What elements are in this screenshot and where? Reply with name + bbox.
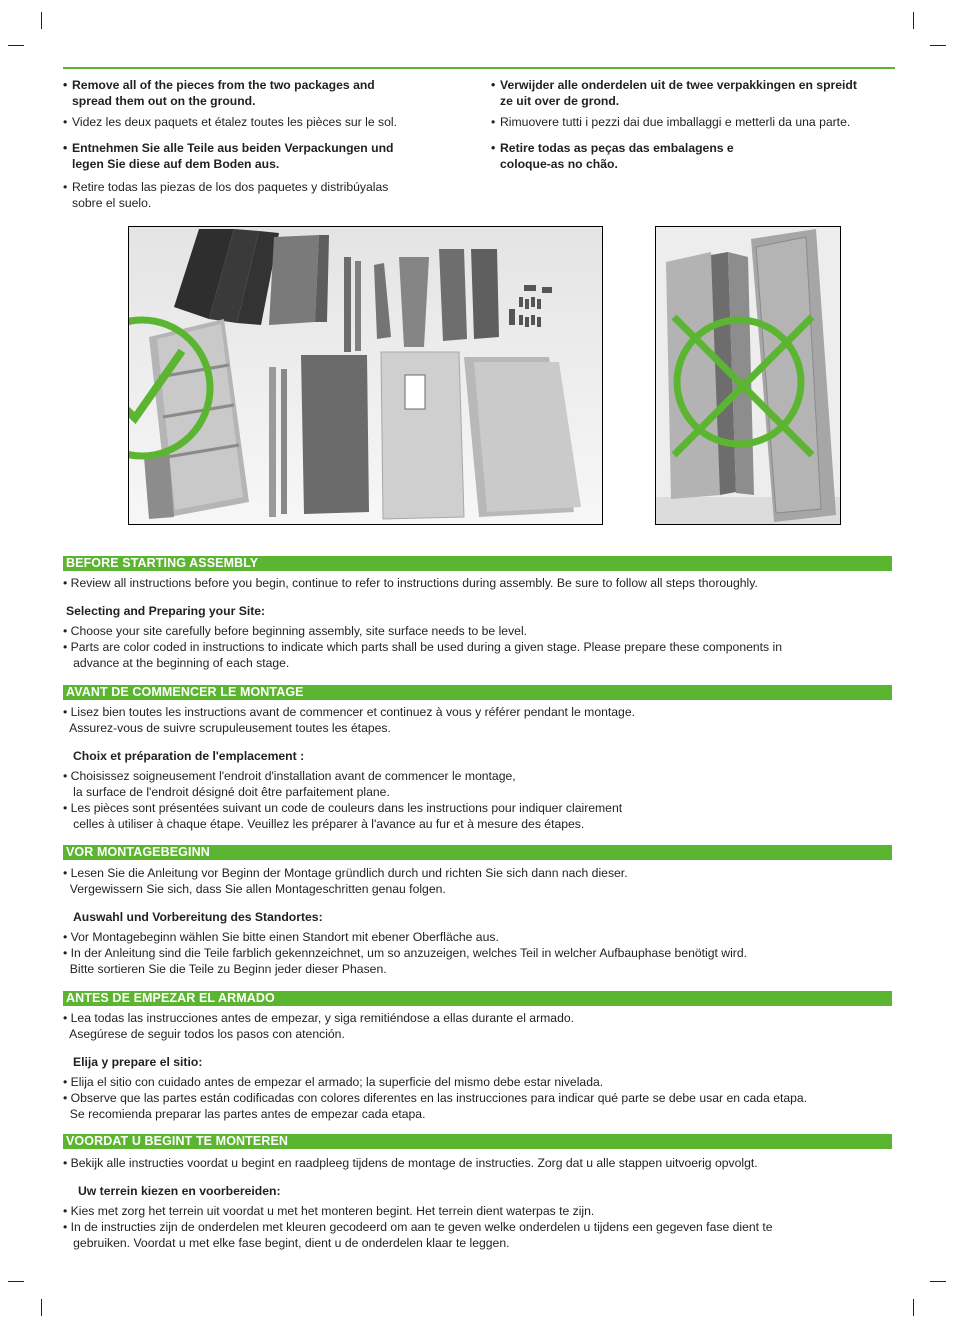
top-divider — [63, 67, 895, 69]
crop-mark — [930, 45, 946, 46]
section-heading-nl: VOORDAT U BEGINT TE MONTEREN — [63, 1134, 892, 1149]
crop-mark — [8, 45, 24, 46]
section-heading-es: ANTES DE EMPEZAR EL ARMADO — [63, 991, 892, 1006]
check-mark-icon — [128, 313, 217, 463]
section-body-nl: • Bekijk alle instructies voordat u begint en raadpleeg tijdens de montage de instructies. Zorg dat u alle stappen uitvoerig opvolgt. Uw terrein kiezen en voorbereiden: • Kies met zorg het terrein uit voordat u met het monteren begint. Het terrein dient waterpas te zijn. • In de instructies zijn de onderdelen met kleuren gecodeerd om aan te geven welke onderdelen u tijdens een gegeven fase dient te gebruiken. Voordat u met elke fase begint, dient u de onderdelen klaar te leggen. — [63, 1155, 893, 1251]
instruction-en: • Remove all of the pieces from the two packages and spread them out on the ground. — [63, 78, 375, 108]
crop-mark — [913, 12, 914, 29]
subheading-fr: Choix et préparation de l'emplacement : — [73, 749, 305, 763]
subheading-es: Elija y prepare el sitio: — [73, 1055, 203, 1069]
photo-parts-spread-out — [128, 226, 603, 525]
section-body-es: • Lea todas las instrucciones antes de empezar, y siga remitiéndose a ellas durante el armado. Asegúrese de seguir todos los pasos con atención. Elija y prepare el sitio: • Elija el sitio con cuidado antes de empezar el armado; la superficie del mismo debe estar nivelada. • Observe que las partes están codificadas con colores diferentes en las instrucciones para indicar qué parte se debe usar en cada etapa. Se recomienda preparar las partes antes de empezar cada etapa. — [63, 1010, 893, 1122]
crop-mark — [41, 12, 42, 29]
instruction-fr: • Videz les deux paquets et étalez toutes les pièces sur le sol. — [63, 115, 397, 129]
instruction-es: • Retire todas las piezas de los dos paquetes y distribúyalas sobre el suelo. — [63, 180, 389, 210]
section-body-de: • Lesen Sie die Anleitung vor Beginn der Montage gründlich durch und richten Sie sich dann nach dieser. Vergewissern Sie sich, dass Sie allen Montageschritten genau folgen. Auswahl und Vorbereitung des Standortes: • Vor Montagebeginn wählen Sie bitte einen Standort mit ebener Oberfläche aus. • In der Anleitung sind die Teile farblich gekennzeichnet, um so anzuzeigen, welches Teil in welcher Aufbauphase benötigt wird. Bitte sortieren Sie die Teile zu Beginn jeder dieser Phasen. — [63, 865, 893, 977]
cross-icon — [664, 307, 814, 457]
instruction-it: • Rimuovere tutti i pezzi dai due imballaggi e metterli da una parte. — [491, 115, 851, 129]
intro-column-left — [63, 77, 463, 211]
crop-mark — [41, 1299, 42, 1316]
section-heading-de: VOR MONTAGEBEGINN — [63, 845, 892, 860]
section-body-en: • Review all instructions before you begin, continue to refer to instructions during assembly. Be sure to follow all steps thoroughly. Selecting and Preparing your Site: • Choose your site carefully before beginning assembly, site surface needs to be level. • Parts are color coded in instructions to indicate which parts shall be used during a given stage. Please prepare these components in advance at the beginning of each stage. — [63, 575, 893, 671]
crop-mark — [913, 1299, 914, 1316]
instruction-pt: • Retire todas as peças das embalagens e coloque-as no chão. — [491, 141, 734, 171]
instruction-nl: • Verwijder alle onderdelen uit de twee verpakkingen en spreidt ze uit over de grond. — [491, 78, 857, 108]
section-body-fr: • Lisez bien toutes les instructions avant de commencer et continuez à vous y référer pendant le montage. Assurez-vous de suivre scrupuleusement toutes les étapes. Choix et préparation de l'emplacement : • Choisissez soigneusement l'endroit d'installation avant de commencer le montage, la surface de l'endroit désigné doit être parfaitement plane. • Les pièces sont présentées suivant un code de couleurs dans les instructions pour indiquer clairement celles à utiliser à chaque étape. Veuillez les préparer à l'avance au fur et à mesure des étapes. — [63, 704, 893, 832]
section-heading-fr: AVANT DE COMMENCER LE MONTAGE — [63, 685, 892, 700]
intro-column-right — [491, 77, 901, 172]
crop-mark — [930, 1281, 946, 1282]
subheading-de: Auswahl und Vorbereitung des Standortes: — [73, 910, 323, 924]
subheading-nl: Uw terrein kiezen en voorbereiden: — [78, 1184, 281, 1198]
crop-mark — [8, 1281, 24, 1282]
section-heading-en: BEFORE STARTING ASSEMBLY — [63, 556, 892, 571]
instruction-de: • Entnehmen Sie alle Teile aus beiden Verpackungen und legen Sie diese auf dem Boden aus. — [63, 141, 394, 171]
photo-parts-stacked-wrong — [655, 226, 841, 525]
subheading-en: Selecting and Preparing your Site: — [66, 604, 266, 618]
